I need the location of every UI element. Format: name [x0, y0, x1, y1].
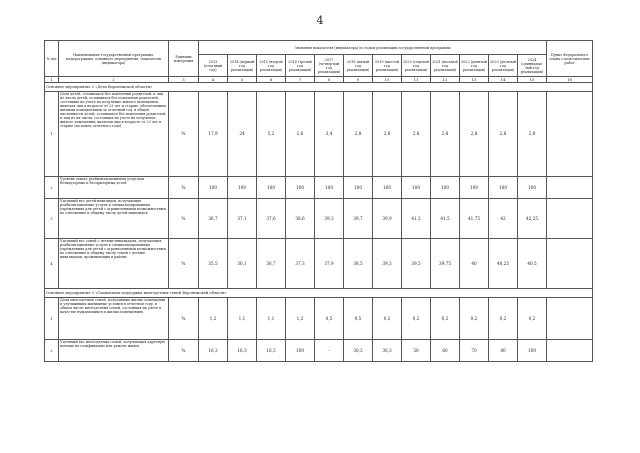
value-cell: 30,3	[344, 340, 373, 362]
value-cell: 2,8	[344, 92, 373, 177]
value-cell: 50	[402, 340, 431, 362]
unit-cell: %	[169, 177, 199, 199]
value-cell: 16,3	[228, 340, 257, 362]
value-cell: 100	[199, 177, 228, 199]
value-cell: 2,8	[431, 92, 460, 177]
value-cell: -	[315, 340, 344, 362]
table-row	[45, 92, 593, 177]
section-row	[45, 83, 593, 92]
column-index-cell: 12	[431, 77, 460, 83]
value-cell: 1,2	[286, 298, 315, 340]
column-index-cell: 14	[489, 77, 518, 83]
value-cell: 1,1	[228, 298, 257, 340]
year-header-cell: 2020 (седьмой год реализации)	[402, 55, 431, 77]
year-header-cell: 2023 (десятый год реализации)	[489, 55, 518, 77]
value-cell: 39,75	[431, 239, 460, 289]
value-cell: 1,2	[199, 298, 228, 340]
column-index-cell: 7	[286, 77, 315, 83]
federal-plan-cell	[547, 298, 593, 340]
federal-plan-cell	[547, 92, 593, 177]
value-cell: 41,2	[402, 199, 431, 239]
value-cell: 0,2	[373, 298, 402, 340]
value-cell: 0,2	[402, 298, 431, 340]
row-number: 3	[45, 199, 59, 239]
column-index-cell: 11	[402, 77, 431, 83]
value-cell: 100	[431, 177, 460, 199]
value-cell: 39,7	[344, 199, 373, 239]
value-cell: 17,9	[199, 92, 228, 177]
value-cell: 41,5	[431, 199, 460, 239]
header-values-group: Значения показателя (индикатора) по годам реализации государственной программы	[199, 41, 547, 55]
indicator-name: Удельный вес семей с детьми-инвалидами, получающих реабилитационные услуги в специализированных учреждениях для детей с ограниченными возможностями, по отношению к общему числу семей с детьми-инвалидами, проживающих в районе	[59, 239, 169, 289]
value-cell: 0,5	[315, 298, 344, 340]
table-row	[45, 239, 593, 289]
value-cell: 0,2	[431, 298, 460, 340]
column-index-cell: 2	[59, 77, 169, 83]
year-header-cell: 2024 (одиннадца-тый год реализации)	[518, 55, 547, 77]
page-number: 4	[316, 14, 324, 27]
column-index-cell: 5	[228, 77, 257, 83]
value-cell: 100	[402, 177, 431, 199]
year-header-cell: 2022 (девятый год реализации)	[460, 55, 489, 77]
value-cell: 100	[315, 177, 344, 199]
year-header-cell: 2013 (отчетный год)	[199, 55, 228, 77]
value-cell: 100	[373, 177, 402, 199]
header-indicator: Наименование государственной программы, подпрограммы, основного мероприятия, показателя (индикатора)	[59, 41, 169, 77]
value-cell: 16,3	[257, 340, 286, 362]
column-index-cell: 13	[460, 77, 489, 83]
value-cell: 0,2	[518, 298, 547, 340]
value-cell: 39,5	[402, 239, 431, 289]
value-cell: 100	[228, 177, 257, 199]
federal-plan-cell	[547, 177, 593, 199]
value-cell: 100	[518, 177, 547, 199]
section-row	[45, 289, 593, 298]
column-index-cell: 10	[373, 77, 402, 83]
indicator-name: Удельный вес детей-инвалидов, получающих реабилитационные услуги в специализированных учреждениях для детей с ограниченными возможностями, по отношению к общему числу детей-инвалидов	[59, 199, 169, 239]
value-cell: 42	[489, 199, 518, 239]
unit-cell: %	[169, 340, 199, 362]
year-header-cell: 2015 (второй год реализации)	[257, 55, 286, 77]
value-cell: 30,3	[373, 340, 402, 362]
value-cell: 1,1	[257, 298, 286, 340]
value-cell: 40	[460, 239, 489, 289]
federal-plan-cell	[547, 199, 593, 239]
value-cell: 24	[228, 92, 257, 177]
value-cell: 0,5	[344, 298, 373, 340]
year-header-cell: 2017 (четвертый год реализации)	[315, 55, 344, 77]
column-index-cell: 6	[257, 77, 286, 83]
value-cell: 100	[286, 177, 315, 199]
indicator-name: Доля многодетных семей, получивших жилые помещения и улучшивших жилищные условия в отчетном году, в общем числе многодетных семей, состоящих на учете в качестве нуждающихся в жилых помещениях	[59, 298, 169, 340]
column-index-cell: 3	[169, 77, 199, 83]
value-cell: 39,9	[373, 199, 402, 239]
value-cell: 2,8	[373, 92, 402, 177]
value-cell: 38,6	[286, 199, 315, 239]
row-number: 2	[45, 340, 59, 362]
value-cell: 40,25	[489, 239, 518, 289]
value-cell: 37,6	[257, 199, 286, 239]
value-cell: 37,3	[286, 239, 315, 289]
unit-cell: %	[169, 92, 199, 177]
value-cell: 80	[489, 340, 518, 362]
value-cell: 2,6	[286, 92, 315, 177]
table-row	[45, 340, 593, 362]
indicator-name: Удельный вес многодетных семей, получающих адресную помощь на газификацию или ремонт жилья	[59, 340, 169, 362]
value-cell: 100	[286, 340, 315, 362]
value-cell: 37,9	[315, 239, 344, 289]
value-cell: 2,8	[402, 92, 431, 177]
row-number: 4	[45, 239, 59, 289]
column-index-cell: 15	[518, 77, 547, 83]
year-header-cell: 2016 (третий год реализации)	[286, 55, 315, 77]
value-cell: 100	[460, 177, 489, 199]
header-unit: Единицы измерения	[169, 41, 199, 77]
row-number: 1	[45, 298, 59, 340]
column-index-cell: 1	[45, 77, 59, 83]
indicators-table	[44, 40, 593, 362]
value-cell: 35,5	[199, 239, 228, 289]
column-index-cell: 4	[199, 77, 228, 83]
value-cell: 100	[257, 177, 286, 199]
value-cell: 3,4	[315, 92, 344, 177]
section-title: Основное мероприятие 2 «Дети Воронежской области»	[45, 83, 593, 92]
federal-plan-cell	[547, 340, 593, 362]
unit-cell: %	[169, 298, 199, 340]
table-row	[45, 199, 593, 239]
value-cell: 38,5	[344, 239, 373, 289]
value-cell: 42,25	[518, 199, 547, 239]
table-row	[45, 177, 593, 199]
year-header-cell: 2014 (первый год реализации)	[228, 55, 257, 77]
header-federal: Пункт Федерального плана статистических работ	[547, 41, 593, 77]
header-num: № п/п	[45, 41, 59, 77]
section-title: Основное мероприятие 3 «Социальная поддержка многодетных семей Воронежской области»	[45, 289, 593, 298]
value-cell: 100	[489, 177, 518, 199]
indicator-name: Уровень охвата реабилитационными услугами безнадзорных и беспризорных детей	[59, 177, 169, 199]
row-number: 1	[45, 92, 59, 177]
value-cell: 36,7	[199, 199, 228, 239]
unit-cell: %	[169, 199, 199, 239]
row-number: 2	[45, 177, 59, 199]
column-index-cell: 8	[315, 77, 344, 83]
year-header-cell: 2018 (пятый год реализации)	[344, 55, 373, 77]
year-header-cell: 2019 (шестой год реализации)	[373, 55, 402, 77]
value-cell: 60	[431, 340, 460, 362]
column-index-cell: 9	[344, 77, 373, 83]
federal-plan-cell	[547, 239, 593, 289]
value-cell: 2,8	[518, 92, 547, 177]
value-cell: 39,3	[373, 239, 402, 289]
value-cell: 5,2	[257, 92, 286, 177]
value-cell: 0,2	[460, 298, 489, 340]
value-cell: 0,2	[489, 298, 518, 340]
value-cell: 41,75	[460, 199, 489, 239]
value-cell: 39,3	[315, 199, 344, 239]
year-header-cell: 2021 (восьмой год реализации)	[431, 55, 460, 77]
table-row	[45, 298, 593, 340]
value-cell: 36,1	[228, 239, 257, 289]
value-cell: 2,8	[460, 92, 489, 177]
value-cell: 40,5	[518, 239, 547, 289]
unit-cell: %	[169, 239, 199, 289]
value-cell: 70	[460, 340, 489, 362]
value-cell: 100	[518, 340, 547, 362]
value-cell: 36,7	[257, 239, 286, 289]
value-cell: 37,1	[228, 199, 257, 239]
indicator-name: Доля детей, оставшихся без попечения родителей, и лиц из числа детей, оставшихся без попечения родителей, состоящих на учете на получение жилого помещения, включая лиц в возрасте от 23 лет и старше, обеспеченных жилыми помещениями за отчетный год, в общей численности детей, оставшихся без попечения родителей, и лиц из их числа, состоящих на учете на получение жилого помещения, включая лиц в возрасте от 23 лет и старше (на конец отчетного года)	[59, 92, 169, 177]
value-cell: 16,3	[199, 340, 228, 362]
value-cell: 2,8	[489, 92, 518, 177]
value-cell: 100	[344, 177, 373, 199]
column-index-cell: 16	[547, 77, 593, 83]
